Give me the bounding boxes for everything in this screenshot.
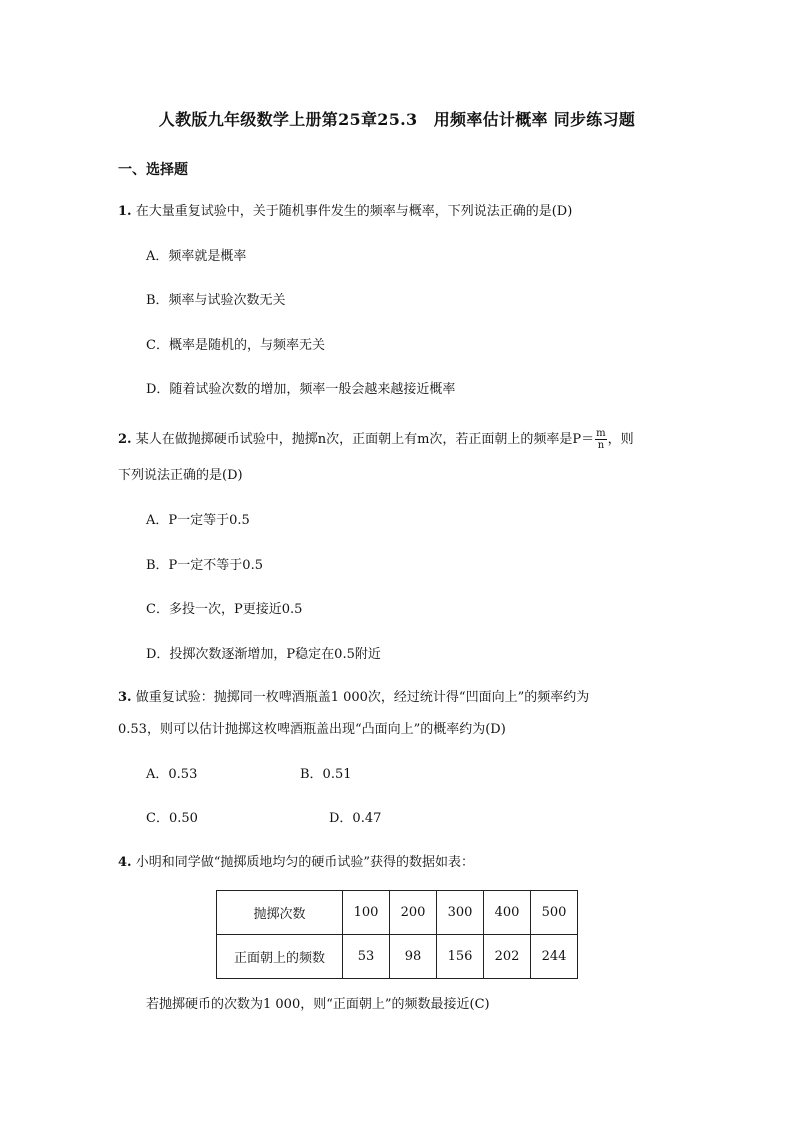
table-cell: 200	[390, 891, 437, 935]
table-cell: 156	[437, 935, 484, 979]
option-c: C．多投一次，P更接近0.5	[146, 602, 303, 617]
question-number: 4.	[118, 855, 132, 870]
table-cell: 100	[343, 891, 390, 935]
question-number: 3.	[118, 690, 132, 705]
table-cell: 244	[531, 935, 578, 979]
data-table	[216, 890, 578, 979]
question-2-line-2: 下列说法正确的是(D)	[118, 468, 243, 483]
question-text: 某人在做抛掷硬币试验中，抛掷n次，正面朝上有m次，若正面朝上的频率是P＝	[135, 432, 595, 447]
table-cell: 98	[390, 935, 437, 979]
table-row	[217, 935, 578, 979]
fraction-numerator: m	[596, 428, 606, 439]
question-text: 小明和同学做“抛掷质地均匀的硬币试验”获得的数据如表：	[135, 855, 475, 870]
question-text: 做重复试验：抛掷同一枚啤酒瓶盖1 000次，经过统计得“凹面向上”的频率约为	[135, 690, 590, 705]
table-row	[217, 891, 578, 935]
table-cell: 500	[531, 891, 578, 935]
question-4-followup: 若抛掷硬币的次数为1 000，则“正面朝上”的频数最接近(C)	[146, 997, 490, 1012]
question-number: 1.	[118, 204, 132, 219]
fraction	[595, 428, 606, 451]
question-text-tail: ，则	[607, 432, 634, 447]
option-b: B．频率与试验次数无关	[146, 293, 286, 308]
question-2	[118, 426, 634, 454]
option-d: D．投掷次数逐渐增加，P稳定在0.5附近	[146, 647, 381, 662]
table-row-header: 正面朝上的频数	[217, 935, 343, 979]
question-3	[118, 689, 589, 707]
option-d: D．随着试验次数的增加，频率一般会越来越接近概率	[146, 382, 456, 397]
question-text: 在大量重复试验中，关于随机事件发生的频率与概率，下列说法正确的是(D)	[135, 204, 573, 219]
option-c: C．概率是随机的，与频率无关	[146, 338, 325, 353]
table-cell: 300	[437, 891, 484, 935]
option-a: A．频率就是概率	[146, 249, 247, 264]
option-c: C．0.50	[146, 811, 198, 826]
question-3-line-2: 0.53，则可以估计抛掷这枚啤酒瓶盖出现“凸面向上”的概率约为(D)	[118, 722, 506, 737]
table-cell: 53	[343, 935, 390, 979]
table-cell: 202	[484, 935, 531, 979]
question-4	[118, 854, 474, 872]
page-title: 人教版九年级数学上册第25章25.3 用频率估计概率 同步练习题	[158, 110, 636, 129]
fraction-denominator: n	[597, 440, 605, 451]
option-b: B．P一定不等于0.5	[146, 558, 263, 573]
option-d: D．0.47	[329, 811, 382, 826]
section-heading: 一、选择题	[118, 162, 188, 178]
option-b: B．0.51	[300, 767, 352, 782]
question-number: 2.	[118, 432, 132, 447]
option-a: A．0.53	[146, 767, 198, 782]
option-a: A．P一定等于0.5	[146, 513, 250, 528]
question-1	[118, 203, 572, 221]
table-row-header: 抛掷次数	[217, 891, 343, 935]
table-cell: 400	[484, 891, 531, 935]
